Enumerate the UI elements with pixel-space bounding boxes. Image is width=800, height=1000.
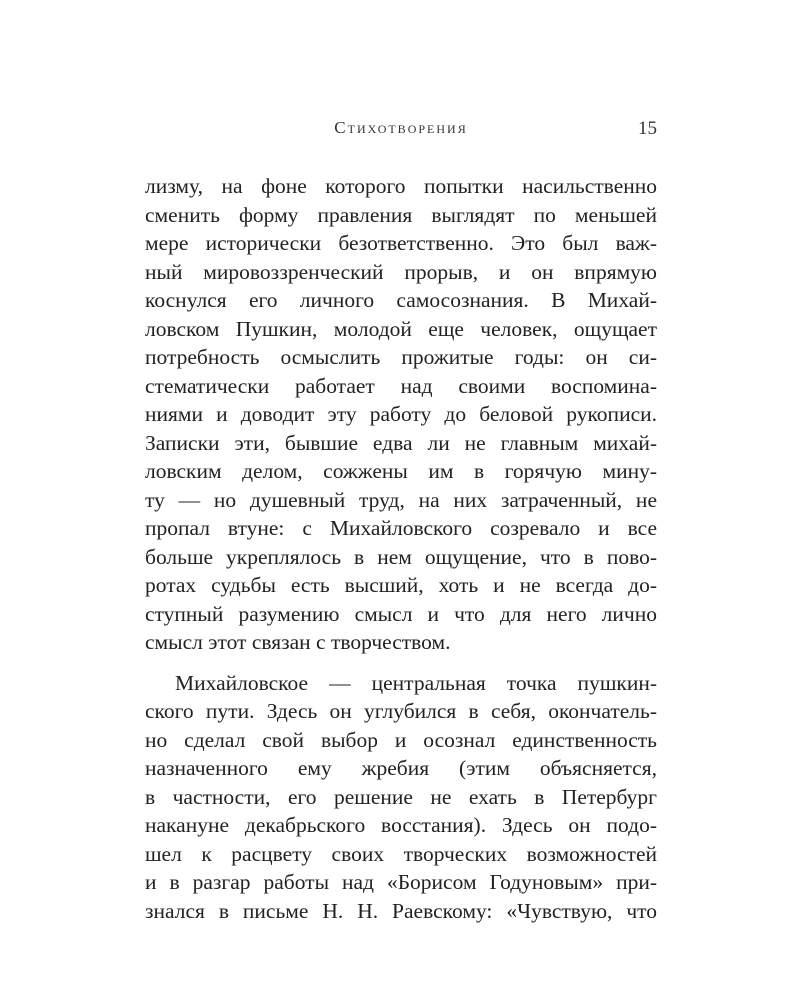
text-line: Записки эти, бывшие едва ли не главным михай-: [145, 430, 657, 455]
text-line: ловском Пушкин, молодой еще человек, ощущает: [145, 316, 657, 341]
text-line: мере исторически безответственно. Это был важ-: [145, 231, 657, 255]
paragraph: [145, 172, 657, 657]
text-line: но сделал свой выбор и осознал единственность: [145, 727, 657, 752]
text-line: ступный разумению смысл и что для него лично: [145, 601, 657, 626]
text-line: накануне декабрьского восстания). Здесь он подо-: [145, 813, 657, 837]
text-line: смысл этот связан с творчеством.: [145, 630, 451, 654]
text-line: коснулся его личного самосознания. В Михай-: [145, 288, 657, 312]
paragraph: [145, 669, 657, 926]
text-line: шел к расцвету своих творческих возможностей: [145, 841, 657, 866]
text-line: назначенного ему жребия (этим объясняется,: [145, 756, 657, 780]
text-line: ный мировоззренческий прорыв, и он впрямую: [145, 259, 657, 284]
body-text: [145, 172, 657, 937]
text-line: знался в письме Н. Н. Раевскому: «Чувствую, что: [145, 898, 657, 923]
running-title: Стихотворения: [334, 118, 468, 137]
running-header: [145, 118, 657, 142]
text-line: сменить форму правления выглядят по меньшей: [145, 202, 657, 227]
text-line: стематически работает над своими воспомина-: [145, 373, 657, 398]
text-line: Михайловское — центральная точка пушкин-: [175, 670, 657, 695]
text-line: ского пути. Здесь он углубился в себя, окончатель-: [145, 699, 657, 723]
text-line: ту — но душевный труд, на них затраченный, не: [145, 487, 657, 512]
text-line: ловским делом, сожжены им в горячую мину-: [145, 459, 657, 483]
text-line: потребность осмыслить прожитые годы: он си-: [145, 345, 657, 369]
text-line: лизму, на фоне которого попытки насильственно: [145, 174, 657, 198]
text-line: ротах судьбы есть высший, хоть и не всегда до-: [145, 573, 657, 597]
text-line: ниями и доводит эту работу до беловой рукописи.: [145, 402, 657, 426]
text-line: больше укреплялось в нем ощущение, что в пово-: [145, 544, 657, 569]
text-line: пропал втуне: с Михайловского созревало и все: [145, 516, 657, 540]
text-line: и в разгар работы над «Борисом Годуновым» при-: [145, 870, 657, 894]
page-number: 15: [638, 118, 657, 139]
text-line: в частности, его решение не ехать в Петербург: [145, 784, 657, 809]
